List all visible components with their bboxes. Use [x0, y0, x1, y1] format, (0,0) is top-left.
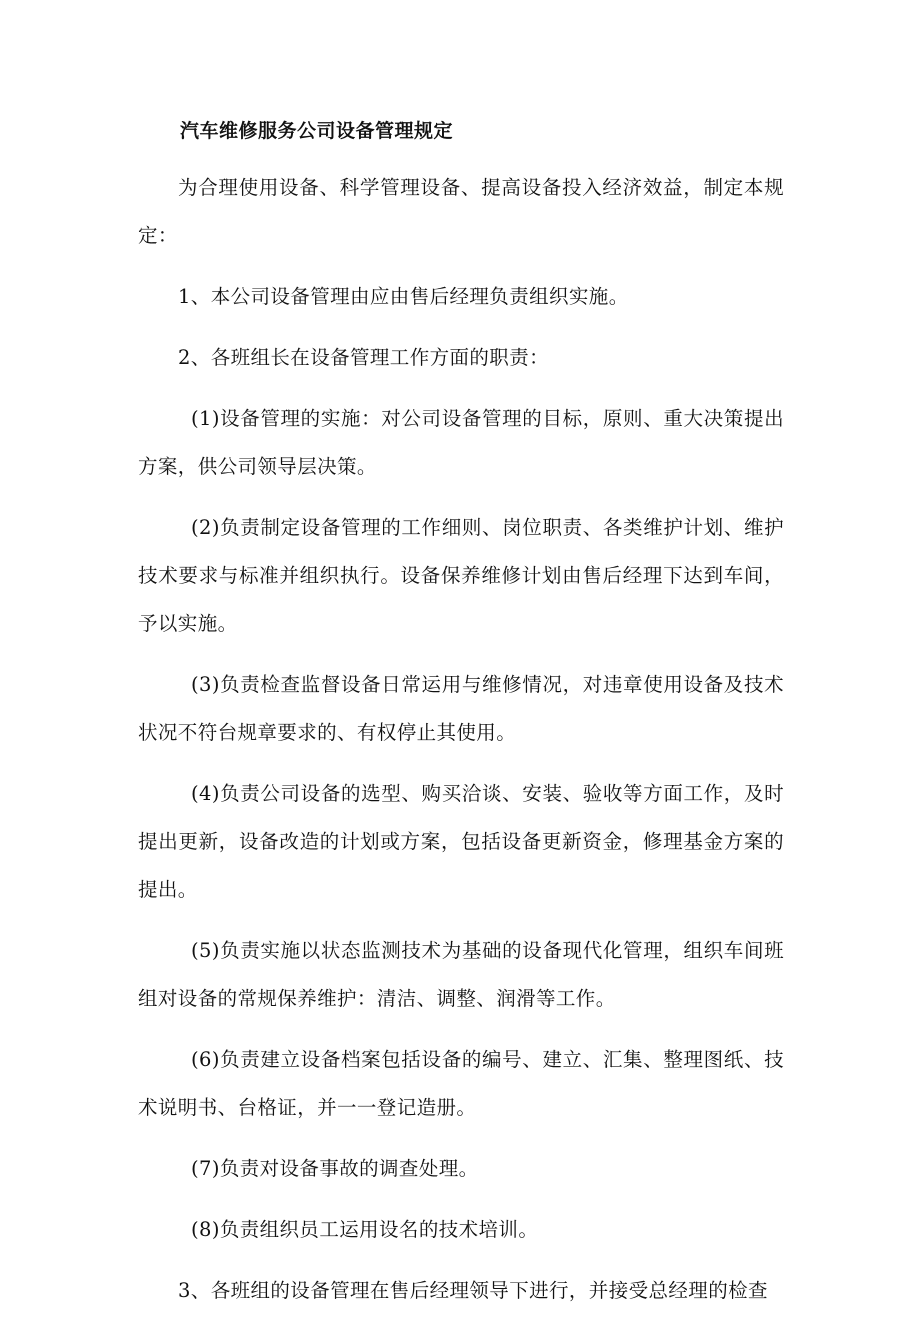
clause-3-paragraph: 3、各班组的设备管理在售后经理领导下进行，并接受总经理的检查 — [178, 1279, 768, 1302]
clause-1-paragraph: 1、本公司设备管理由应由售后经理负责组织实施。 — [178, 285, 629, 308]
clause-2-item-7: (7)负责对设备事故的调查处理。 — [191, 1157, 479, 1180]
clause-2-item-4: (4)负责公司设备的选型、购买洽谈、安装、验收等方面工作，及时提出更新，设备改造的计划或方案，包括设备更新资金，修理基金方案的提出。 — [138, 782, 784, 901]
clause-2-item-8: (8)负责组织员工运用设名的技术培训。 — [191, 1218, 539, 1241]
clause-2-item-3: (3)负责检查监督设备日常运用与维修情况，对违章使用设备及技术状况不符台规章要求的、有权停止其使用。 — [138, 673, 784, 744]
clause-2-paragraph: 2、各班组长在设备管理工作方面的职责： — [178, 346, 550, 369]
intro-paragraph: 为合理使用设备、科学管理设备、提高设备投入经济效益，制定本规定： — [138, 176, 784, 247]
clause-2-item-5: (5)负责实施以状态监测技术为基础的设备现代化管理，组织车间班组对设备的常规保养维护：清洁、调整、润滑等工作。 — [138, 939, 784, 1010]
clause-2-item-6: (6)负责建立设备档案包括设备的编号、建立、汇集、整理图纸、技术说明书、台格证，并一一登记造册。 — [138, 1048, 784, 1119]
clause-2-item-2: (2)负责制定设备管理的工作细则、岗位职责、各类维护计划、维护技术要求与标准并组织执行。设备保养维修计划由售后经理下达到车间，予以实施。 — [138, 516, 784, 635]
document-title: 汽车维修服务公司设备管理规定 — [180, 120, 454, 142]
document-body — [138, 164, 784, 1328]
clause-2-item-1: (1)设备管理的实施：对公司设备管理的目标，原则、重大决策提出方案，供公司领导层决策。 — [138, 407, 784, 478]
